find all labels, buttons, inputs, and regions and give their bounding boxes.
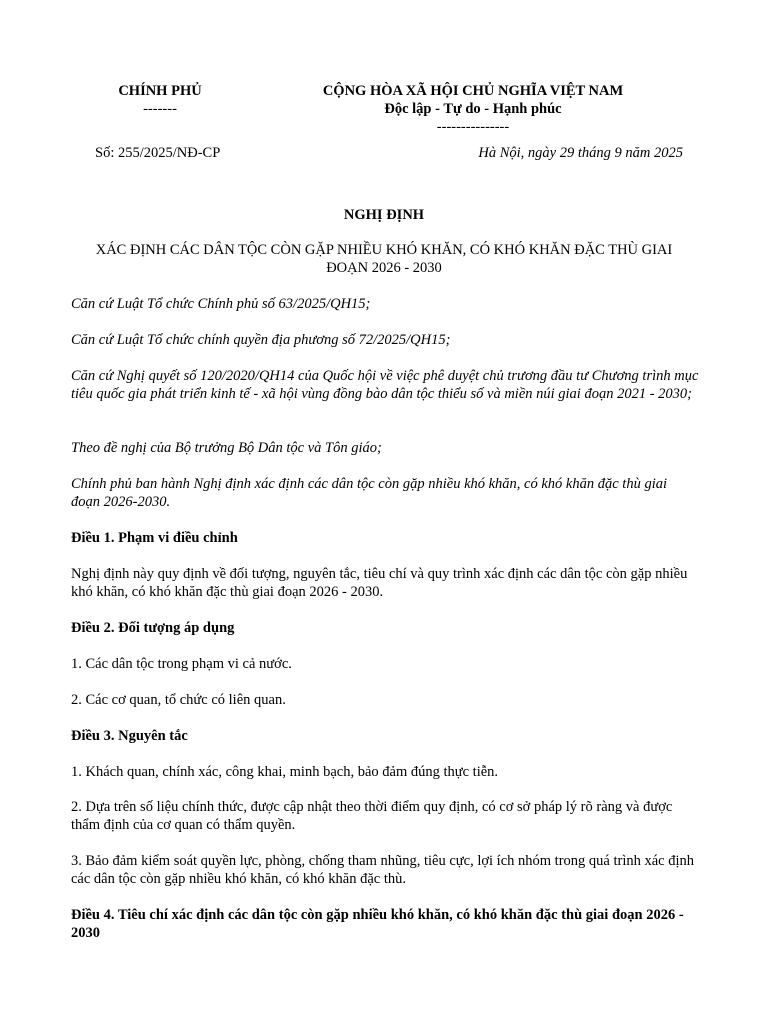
place-date: Hà Nội, ngày 29 tháng 9 năm 2025: [478, 145, 683, 161]
preamble-basis-2: Căn cứ Luật Tổ chức chính quyền địa phương số 72/2025/QH15;: [71, 332, 451, 348]
preamble-proposal: Theo đề nghị của Bộ trưởng Bộ Dân tộc và Tôn giáo;: [71, 440, 382, 456]
preamble-basis-3: Căn cứ Nghị quyết số 120/2020/QH14 của Quốc hội về việc phê duyệt chủ trương đầu tư Chương trình mục tiêu quốc gia phát triển kinh tế - xã hội vùng đồng bào dân tộc thiểu số và miền núi giai đoạn 2021 - 2030;: [71, 368, 699, 402]
article-2-heading: Điều 2. Đối tượng áp dụng: [71, 620, 235, 636]
article-3-item-1: 1. Khách quan, chính xác, công khai, minh bạch, bảo đảm đúng thực tiễn.: [71, 764, 499, 780]
article-1-heading: Điều 1. Phạm vi điều chỉnh: [71, 530, 238, 546]
article-3-item-2: 2. Dựa trên số liệu chính thức, được cập nhật theo thời điểm quy định, có cơ sở pháp lý rõ ràng và được thẩm định của cơ quan có thẩm quyền.: [71, 799, 673, 833]
document-number: Số: 255/2025/NĐ-CP: [95, 145, 221, 161]
agency-rule: -------: [143, 101, 177, 117]
article-2-item-2: 2. Các cơ quan, tổ chức có liên quan.: [71, 692, 286, 708]
national-motto: Độc lập - Tự do - Hạnh phúc: [384, 101, 562, 117]
article-3-heading: Điều 3. Nguyên tắc: [71, 728, 188, 744]
article-1-paragraph: Nghị định này quy định về đối tượng, nguyên tắc, tiêu chí và quy trình xác định các dân tộc còn gặp nhiều khó khăn, có khó khăn đặc thù giai đoạn 2026 - 2030.: [71, 566, 688, 600]
national-title: CỘNG HÒA XÃ HỘI CHỦ NGHĨA VIỆT NAM: [322, 83, 624, 99]
document-subject-line2: ĐOẠN 2026 - 2030: [326, 260, 442, 276]
article-2-item-1: 1. Các dân tộc trong phạm vi cả nước.: [71, 656, 292, 672]
preamble-issuance: Chính phủ ban hành Nghị định xác định các dân tộc còn gặp nhiều khó khăn, có khó khăn đặc thù giai đoạn 2026-2030.: [71, 476, 668, 510]
article-4-heading: Điều 4. Tiêu chí xác định các dân tộc còn gặp nhiều khó khăn, có khó khăn đặc thù giai đoạn 2026 - 2030: [71, 907, 684, 941]
document-subject-line1: XÁC ĐỊNH CÁC DÂN TỘC CÒN GẶP NHIỀU KHÓ KHĂN, CÓ KHÓ KHĂN ĐẶC THÙ GIAI: [95, 242, 673, 258]
article-3-item-3: 3. Bảo đảm kiểm soát quyền lực, phòng, chống tham nhũng, tiêu cực, lợi ích nhóm trong quá trình xác định các dân tộc còn gặp nhiều khó khăn, có khó khăn đặc thù.: [71, 853, 695, 887]
document-type: NGHỊ ĐỊNH: [343, 207, 425, 223]
agency-name: CHÍNH PHỦ: [118, 83, 202, 99]
preamble-basis-1: Căn cứ Luật Tổ chức Chính phủ số 63/2025/QH15;: [71, 296, 371, 312]
motto-rule: ---------------: [436, 119, 510, 135]
